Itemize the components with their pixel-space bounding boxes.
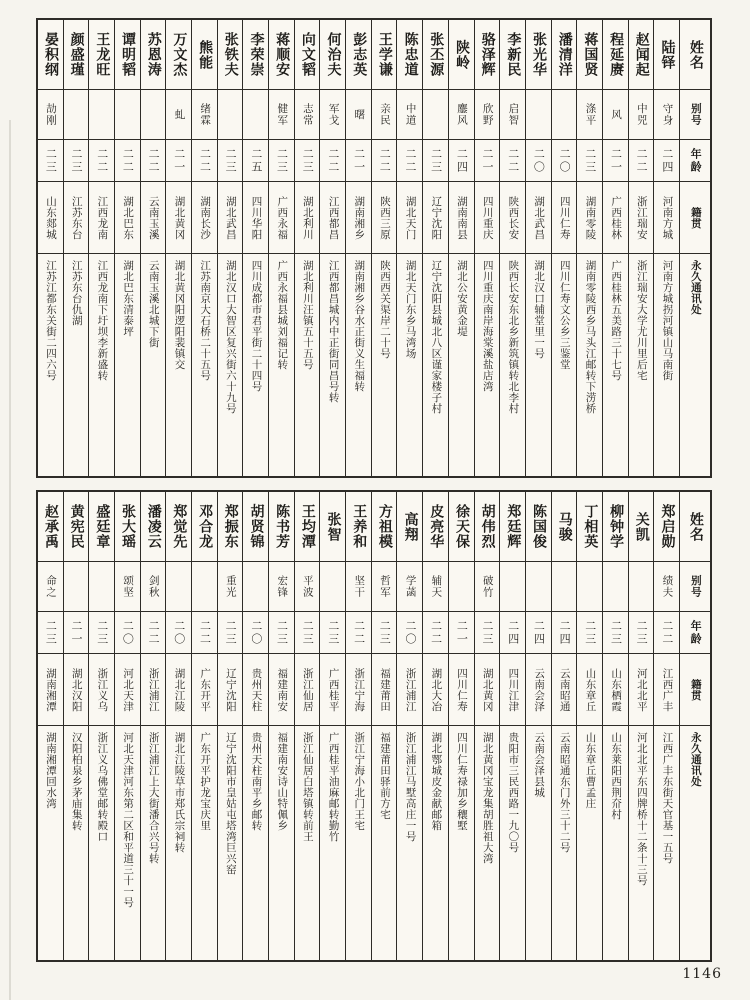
person-native-place: 湖北黄冈 <box>481 667 494 712</box>
person-name: 张大瑶 <box>120 504 137 549</box>
person-column <box>191 20 217 476</box>
person-age: 二三 <box>275 147 289 174</box>
person-age: 二三 <box>481 619 494 646</box>
person-age: 二三 <box>326 619 340 646</box>
person-name: 陕岭 <box>453 39 470 70</box>
person-alias: 重光 <box>224 575 237 598</box>
person-column <box>165 20 191 476</box>
person-name: 方祖模 <box>376 504 393 549</box>
person-address: 江西广丰东街天官基一五号 <box>661 732 674 864</box>
person-alias: 风 <box>610 108 623 121</box>
person-name: 蒋顺安 <box>274 32 291 77</box>
person-age: 二三 <box>635 619 649 646</box>
person-alias: 破竹 <box>481 575 494 598</box>
directory-table-top <box>36 18 712 478</box>
header-alias-label: 别号 <box>689 575 702 598</box>
person-alias: 颂坚 <box>122 575 135 598</box>
person-native-place: 湖北武昌 <box>533 195 546 240</box>
person-native-place: 云南昭通 <box>558 667 571 712</box>
person-age: 二三 <box>609 619 623 646</box>
person-address: 湖北利川汪镇五十五号 <box>301 260 314 370</box>
person-age: 二四 <box>660 147 674 174</box>
person-address: 湖北公安黄金堤 <box>456 260 469 337</box>
person-native-place: 湖南南县 <box>456 195 469 240</box>
person-address: 浙江浦江上大街潘合兴号转 <box>147 732 160 864</box>
person-age: 二三 <box>429 147 443 174</box>
person-address: 云南玉溪北城下街 <box>147 260 160 348</box>
person-age: 二三 <box>224 619 238 646</box>
person-name: 王养和 <box>351 504 368 549</box>
person-native-place: 广东开平 <box>199 667 212 712</box>
person-alias: 中兕 <box>635 103 648 126</box>
person-column <box>653 492 679 960</box>
person-column <box>371 492 397 960</box>
person-column <box>499 20 525 476</box>
person-native-place: 湖南湘潭 <box>45 667 58 712</box>
person-native-place: 贵州天柱 <box>250 667 263 712</box>
person-name: 盛廷章 <box>94 504 111 549</box>
person-name: 郑廷辉 <box>505 504 522 549</box>
person-column <box>242 20 268 476</box>
person-columns <box>38 492 679 960</box>
person-address: 四川仁寿文公乡三鉴堂 <box>558 260 571 370</box>
person-address: 浙江瑞安大学尤川里后宅 <box>635 260 648 381</box>
person-native-place: 湖北利川 <box>301 195 314 240</box>
person-native-place: 浙江义乌 <box>96 667 109 712</box>
person-native-place: 辽宁沈阳 <box>224 667 237 712</box>
person-address: 福建莆田驿前方宅 <box>378 732 391 820</box>
person-native-place: 浙江浦江 <box>404 667 417 712</box>
person-address: 陕西西关渠岸二十号 <box>378 260 391 359</box>
person-address: 陕西长安东北乡新筑镇转北李村 <box>507 260 520 414</box>
person-name: 张铁夫 <box>222 32 239 77</box>
person-alias: 辅天 <box>430 575 443 598</box>
person-age: 二一 <box>609 147 623 174</box>
person-address: 山东章丘曹孟庄 <box>584 732 597 809</box>
person-alias: 平波 <box>301 575 314 598</box>
person-name: 苏恩涛 <box>145 32 162 77</box>
person-address: 辽宁沈阳市皇姑屯塔湾巨兴窑 <box>224 732 237 875</box>
person-native-place: 辽宁沈阳 <box>430 195 443 240</box>
person-name: 张智 <box>325 511 342 542</box>
person-address: 广西桂平油麻邮转勤竹 <box>327 732 340 842</box>
person-address: 浙江宁海小北门王宅 <box>353 732 366 831</box>
person-column <box>140 20 166 476</box>
person-name: 潘凌云 <box>145 504 162 549</box>
person-column <box>63 20 89 476</box>
person-name: 陈国俊 <box>531 504 548 549</box>
person-address: 云南昭通东门外三十二号 <box>558 732 571 853</box>
person-address: 湖北巴东清泰坪 <box>122 260 135 337</box>
person-column <box>268 492 294 960</box>
person-age: 二四 <box>506 619 520 646</box>
table-header-column <box>679 492 710 960</box>
person-column <box>345 492 371 960</box>
person-age: 二二 <box>147 619 161 646</box>
person-address: 浙江仙居白塔镇转前王 <box>301 732 314 842</box>
person-column <box>165 492 191 960</box>
header-name-label: 姓名 <box>687 511 704 542</box>
scan-gutter-shadow <box>9 120 11 1000</box>
person-address: 湖南零陵西乡马头江邮转下涝桥 <box>584 260 597 414</box>
person-age: 二〇 <box>172 619 186 646</box>
person-address: 河北北平东四牌桥十二条十三号 <box>635 732 648 886</box>
person-age: 二二 <box>95 147 109 174</box>
person-age: 二三 <box>224 147 238 174</box>
person-column <box>38 20 63 476</box>
person-name: 黄宪民 <box>68 504 85 549</box>
person-native-place: 浙江浦江 <box>147 667 160 712</box>
person-age: 二二 <box>198 147 212 174</box>
person-column <box>345 20 371 476</box>
person-age: 二三 <box>301 147 315 174</box>
person-column <box>422 20 448 476</box>
person-name: 陆铎 <box>659 39 676 70</box>
person-column <box>474 492 500 960</box>
person-alias: 哲军 <box>378 575 391 598</box>
person-alias: 曙 <box>353 108 366 121</box>
person-name: 陈书芳 <box>274 504 291 549</box>
person-native-place: 湖南零陵 <box>584 195 597 240</box>
person-alias: 绪霖 <box>199 103 212 126</box>
person-name: 胡伟烈 <box>479 504 496 549</box>
person-column <box>242 492 268 960</box>
person-name: 高翔 <box>402 511 419 542</box>
person-column <box>576 20 602 476</box>
person-native-place: 四川华阳 <box>250 195 263 240</box>
person-age: 二〇 <box>558 147 572 174</box>
person-native-place: 山东郯城 <box>45 195 58 240</box>
person-address: 湖南湘潭回水湾 <box>45 732 58 809</box>
person-age: 二二 <box>635 147 649 174</box>
person-native-place: 云南玉溪 <box>147 195 160 240</box>
person-name: 向文韬 <box>299 32 316 77</box>
person-age: 二〇 <box>403 619 417 646</box>
person-native-place: 湖北汉阳 <box>70 667 83 712</box>
person-address: 江苏江都东关街二四六号 <box>45 260 58 381</box>
person-address: 贵阳市三民西路一九〇号 <box>507 732 520 853</box>
person-name: 胡贤锦 <box>248 504 265 549</box>
person-native-place: 云南会泽 <box>533 667 546 712</box>
person-column <box>396 492 422 960</box>
person-column <box>474 20 500 476</box>
person-address: 河南方城拐河镇山马南街 <box>661 260 674 381</box>
person-column <box>38 492 63 960</box>
person-column <box>628 492 654 960</box>
person-alias: 中道 <box>404 103 417 126</box>
person-native-place: 湖北大冶 <box>430 667 443 712</box>
person-alias: 剑秋 <box>147 575 160 598</box>
person-native-place: 河北天津 <box>122 667 135 712</box>
person-age: 二三 <box>70 147 83 174</box>
person-age: 二三 <box>95 619 109 646</box>
person-column <box>525 492 551 960</box>
person-native-place: 浙江瑞安 <box>635 195 648 240</box>
person-age: 二三 <box>275 619 289 646</box>
person-column <box>217 492 243 960</box>
person-age: 二一 <box>172 147 186 174</box>
person-name: 王学谦 <box>376 32 393 77</box>
person-alias: 亲民 <box>378 103 391 126</box>
person-column <box>268 20 294 476</box>
person-column <box>88 492 114 960</box>
person-name: 李新民 <box>505 32 522 77</box>
person-address: 江西龙南下圩坝李新盛转 <box>96 260 109 381</box>
person-name: 蒋国贤 <box>582 32 599 77</box>
person-address: 湖北鄂城皮金献邮箱 <box>430 732 443 831</box>
person-native-place: 广西桂林 <box>610 195 623 240</box>
person-name: 骆泽辉 <box>479 32 496 77</box>
person-column <box>628 20 654 476</box>
person-name: 皮亮华 <box>428 504 445 549</box>
person-native-place: 浙江仙居 <box>301 667 314 712</box>
person-address: 四川仁寿禄加乡穰墅 <box>456 732 469 831</box>
person-name: 马骏 <box>556 511 573 542</box>
person-name: 晏积纲 <box>42 32 59 77</box>
person-name: 谭明韬 <box>120 32 137 77</box>
person-name: 潘清洋 <box>556 32 573 77</box>
person-age: 二三 <box>583 619 597 646</box>
person-name: 陈忠道 <box>402 32 419 77</box>
person-address: 汉阳柏泉乡茅庙集转 <box>70 732 83 831</box>
person-native-place: 湖北巴东 <box>122 195 135 240</box>
header-age-label: 年龄 <box>689 619 703 646</box>
person-native-place: 湖北黄冈 <box>173 195 186 240</box>
person-column <box>551 492 577 960</box>
person-address: 湖北天门东乡马湾场 <box>404 260 417 359</box>
person-native-place: 江西都昌 <box>327 195 340 240</box>
person-age: 二一 <box>455 619 469 646</box>
person-address: 辽宁沈阳县城北八区谨家楼子村 <box>430 260 443 414</box>
person-alias: 宏锋 <box>276 575 289 598</box>
person-column <box>191 492 217 960</box>
person-name: 李荣崇 <box>248 32 265 77</box>
person-column <box>371 20 397 476</box>
person-name: 程延赓 <box>608 32 625 77</box>
person-age: 二三 <box>378 619 392 646</box>
person-address: 湖北江陵草市郑氏宗祠转 <box>173 732 186 853</box>
person-name: 颜盛瑾 <box>68 32 85 77</box>
person-age: 二二 <box>403 147 417 174</box>
person-column <box>602 492 628 960</box>
header-native-place-label: 籍贯 <box>689 678 702 701</box>
person-native-place: 湖北武昌 <box>224 195 237 240</box>
header-address-label: 永久通讯处 <box>689 260 702 315</box>
person-address: 四川成都市君平街二十四号 <box>250 260 263 392</box>
person-column <box>114 20 140 476</box>
person-column <box>319 492 345 960</box>
person-address: 浙江义乌佛堂邮转殿口 <box>96 732 109 842</box>
person-age: 二四 <box>455 147 469 174</box>
person-age: 二〇 <box>249 619 263 646</box>
person-name: 何治夫 <box>325 32 342 77</box>
person-age: 二二 <box>352 619 366 646</box>
person-address: 江苏南京大石桥二十五号 <box>199 260 212 381</box>
person-name: 丁相英 <box>582 504 599 549</box>
person-column <box>576 492 602 960</box>
person-address: 广西永福县城刘福记转 <box>276 260 289 370</box>
person-native-place: 江苏东台 <box>70 195 83 240</box>
person-native-place: 江西龙南 <box>96 195 109 240</box>
person-column <box>88 20 114 476</box>
person-name: 郑振东 <box>222 504 239 549</box>
person-age: 二〇 <box>532 147 546 174</box>
person-column <box>499 492 525 960</box>
person-alias: 军戈 <box>327 103 340 126</box>
header-age-label: 年龄 <box>689 147 703 174</box>
person-age: 二二 <box>121 147 135 174</box>
person-column <box>63 492 89 960</box>
person-name: 张光华 <box>531 32 548 77</box>
person-name: 徐天保 <box>453 504 470 549</box>
person-address: 四川重庆南岸海棠溪盐店湾 <box>481 260 494 392</box>
person-column <box>294 20 320 476</box>
person-name: 王龙旺 <box>94 32 111 77</box>
person-age: 二三 <box>583 147 597 174</box>
person-address: 山东莱阳西荆夼村 <box>610 732 623 820</box>
person-native-place: 山东章丘 <box>584 667 597 712</box>
person-age: 二三 <box>44 147 58 174</box>
person-column <box>525 20 551 476</box>
person-alias: 劼刚 <box>45 103 58 126</box>
header-address-label: 永久通讯处 <box>689 732 702 787</box>
person-name: 彭志英 <box>351 32 368 77</box>
person-name: 熊能 <box>197 39 214 70</box>
person-name: 张丕源 <box>428 32 445 77</box>
person-column <box>140 492 166 960</box>
person-address: 湖南湘乡谷水正街义生福转 <box>353 260 366 392</box>
person-column <box>422 492 448 960</box>
person-age: 二二 <box>660 619 674 646</box>
person-column <box>319 20 345 476</box>
person-native-place: 四川江津 <box>507 667 520 712</box>
person-alias: 虬 <box>173 108 186 121</box>
person-address: 江西都昌城内中正街同昌号转 <box>327 260 340 403</box>
person-native-place: 广西永福 <box>276 195 289 240</box>
person-address: 江苏东台仇湖 <box>70 260 83 326</box>
person-address: 福建南安诗山特佩乡 <box>276 732 289 831</box>
person-age: 二一 <box>481 147 494 174</box>
person-age: 二三 <box>301 619 315 646</box>
person-age: 二二 <box>506 147 520 174</box>
person-alias: 坚干 <box>353 575 366 598</box>
person-address: 贵州天柱南平乡邮转 <box>250 732 263 831</box>
person-column <box>217 20 243 476</box>
person-address: 广西桂林五美路三十七号 <box>610 260 623 381</box>
person-name: 邓合龙 <box>197 504 214 549</box>
person-native-place: 山东栖霞 <box>610 667 623 712</box>
person-name: 赵承禹 <box>42 504 59 549</box>
person-address: 湖北黄冈宝龙集胡胜祖大湾 <box>481 732 494 864</box>
person-column <box>294 492 320 960</box>
person-native-place: 陕西三原 <box>378 195 391 240</box>
person-native-place: 河南方城 <box>661 195 674 240</box>
person-column <box>653 20 679 476</box>
person-alias: 命之 <box>45 575 58 598</box>
person-alias: 学菡 <box>404 575 417 598</box>
person-alias: 涤平 <box>584 103 597 126</box>
person-alias: 守身 <box>661 103 674 126</box>
person-native-place: 四川重庆 <box>481 195 494 240</box>
person-columns <box>38 20 679 476</box>
person-age: 二二 <box>429 619 443 646</box>
header-name-label: 姓名 <box>687 39 704 70</box>
person-address: 云南会泽县城 <box>533 732 546 798</box>
person-alias: 鏖风 <box>456 103 469 126</box>
person-age: 二三 <box>44 619 58 646</box>
person-native-place: 浙江宁海 <box>353 667 366 712</box>
person-column <box>602 20 628 476</box>
person-name: 郑启勋 <box>659 504 676 549</box>
person-age: 二一 <box>352 147 366 174</box>
person-address: 浙江浦江马墅高庄一号 <box>404 732 417 842</box>
person-column <box>114 492 140 960</box>
person-native-place: 江西广丰 <box>661 667 674 712</box>
directory-table-bottom <box>36 490 712 962</box>
person-address: 湖北汉口辅堂里一号 <box>533 260 546 359</box>
person-address: 河北天津河东第二区和平道三十一号 <box>122 732 135 908</box>
person-age: 二二 <box>378 147 392 174</box>
person-native-place: 福建莆田 <box>378 667 391 712</box>
person-alias: 绩夫 <box>661 575 674 598</box>
person-age: 二五 <box>249 147 263 174</box>
person-alias: 启智 <box>507 103 520 126</box>
person-name: 郑觉先 <box>171 504 188 549</box>
person-native-place: 湖南长沙 <box>199 195 212 240</box>
person-name: 柳钟学 <box>608 504 625 549</box>
person-name: 关凯 <box>633 511 650 542</box>
person-name: 万文杰 <box>171 32 188 77</box>
person-name: 赵闻起 <box>633 32 650 77</box>
person-native-place: 陕西长安 <box>507 195 520 240</box>
person-alias: 健军 <box>276 103 289 126</box>
person-address: 湖北汉口大智区复兴街六十九号 <box>224 260 237 414</box>
header-native-place-label: 籍贯 <box>689 206 702 229</box>
person-native-place: 湖北江陵 <box>173 667 186 712</box>
person-native-place: 河北北平 <box>635 667 648 712</box>
person-age: 二四 <box>532 619 546 646</box>
table-header-column <box>679 20 710 476</box>
header-alias-label: 别号 <box>689 103 702 126</box>
person-native-place: 湖南湘乡 <box>353 195 366 240</box>
person-native-place: 湖北天门 <box>404 195 417 240</box>
person-age: 二二 <box>198 619 212 646</box>
person-column <box>396 20 422 476</box>
person-age: 二四 <box>558 619 572 646</box>
person-name: 王均潭 <box>299 504 316 549</box>
person-column <box>448 20 474 476</box>
page-number: 1146 <box>682 966 722 982</box>
person-age: 二一 <box>70 619 83 646</box>
person-native-place: 四川仁寿 <box>456 667 469 712</box>
person-alias: 欣野 <box>481 103 494 126</box>
person-column <box>551 20 577 476</box>
person-column <box>448 492 474 960</box>
person-native-place: 四川仁寿 <box>558 195 571 240</box>
person-native-place: 福建南安 <box>276 667 289 712</box>
person-alias: 志常 <box>301 103 314 126</box>
person-age: 二二 <box>147 147 161 174</box>
person-age: 二〇 <box>121 619 135 646</box>
person-native-place: 广西桂平 <box>327 667 340 712</box>
person-age: 二二 <box>326 147 340 174</box>
person-address: 湖北黄冈阳逻阳裴镇交 <box>173 260 186 370</box>
person-address: 广东开平护龙宝庆里 <box>199 732 212 831</box>
